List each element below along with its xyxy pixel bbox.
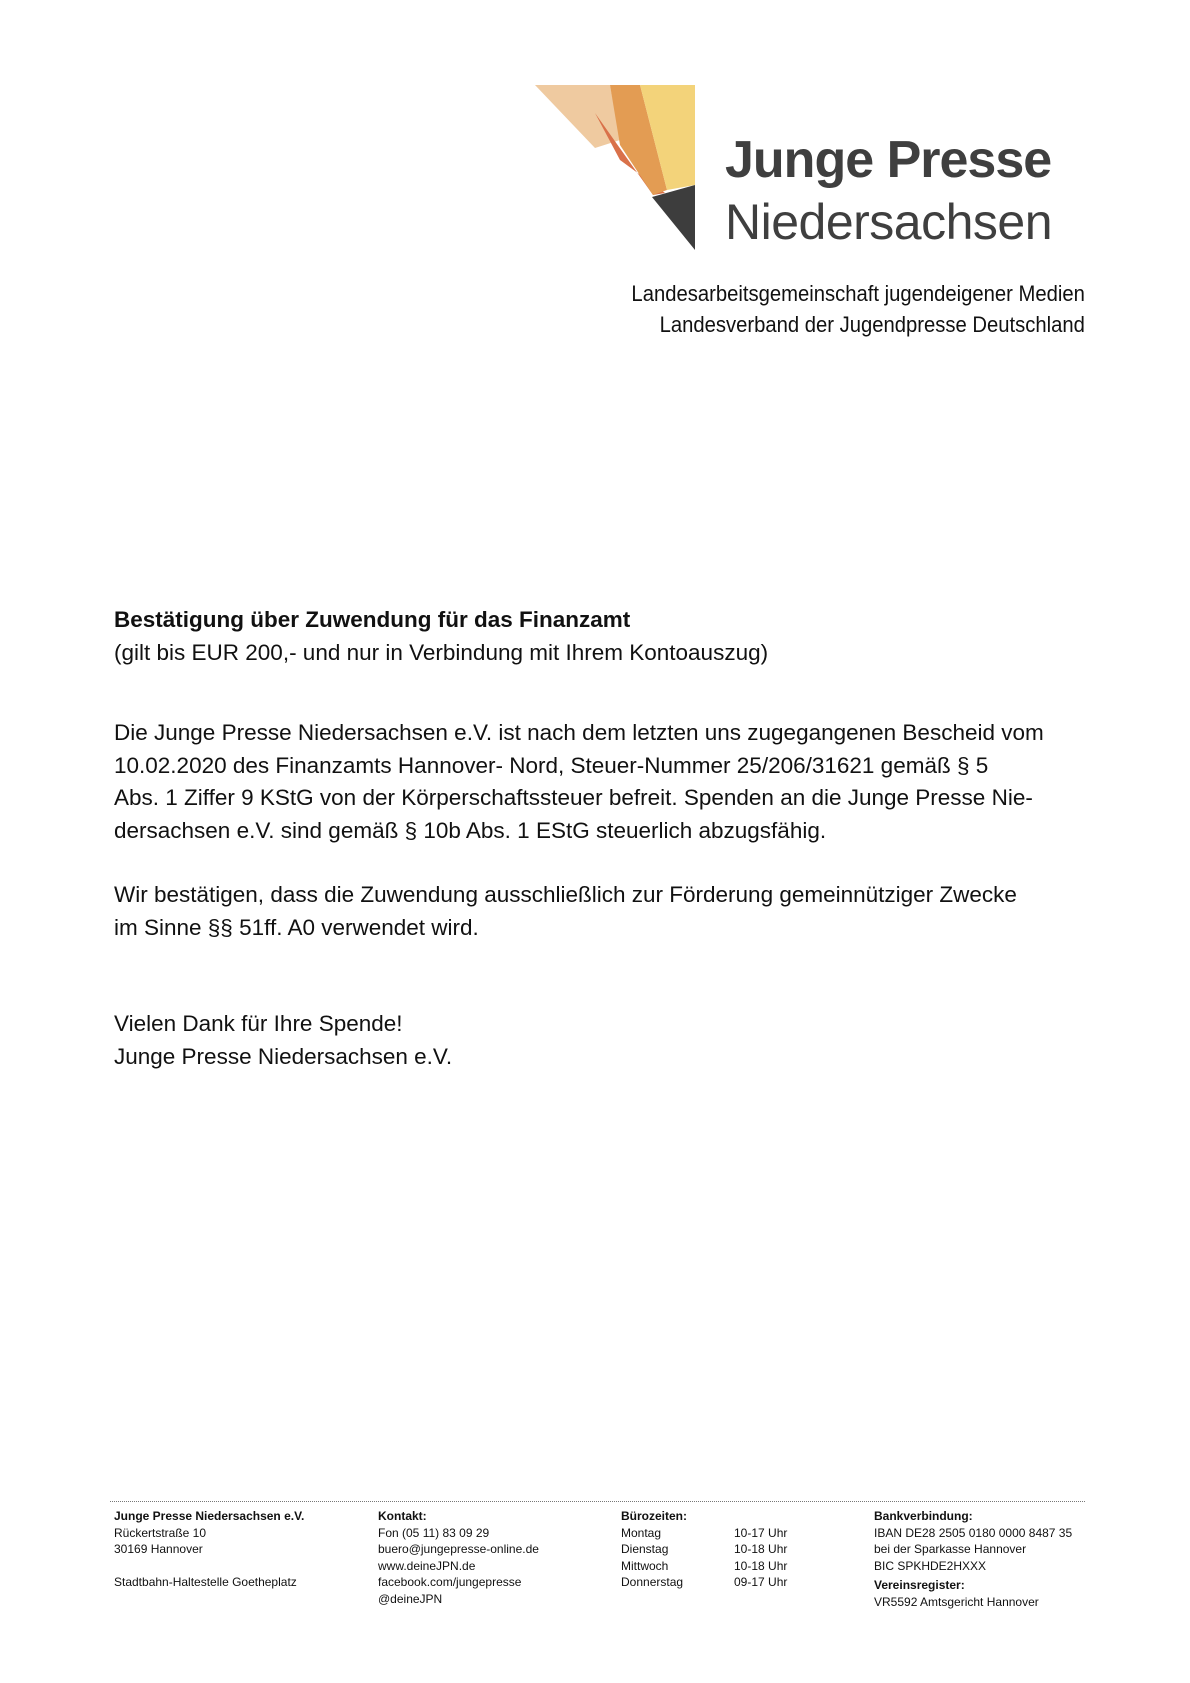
footer-bank-label: Bankverbindung: bbox=[874, 1509, 973, 1523]
hours-day: Dienstag bbox=[621, 1542, 669, 1556]
tagline-line-1: Landesarbeitsgemeinschaft jugendeigener Medien bbox=[631, 281, 1085, 306]
hours-time: 10-18 Uhr bbox=[734, 1558, 788, 1573]
hours-time: 10-18 Uhr bbox=[734, 1542, 788, 1556]
footer-city: 30169 Hannover bbox=[114, 1542, 203, 1556]
hours-row bbox=[621, 1541, 787, 1558]
hours-time: 10-17 Uhr bbox=[734, 1525, 788, 1540]
footer-bic: BIC SPKHDE2HXXX bbox=[874, 1558, 987, 1573]
footer-phone: Fon (05 11) 83 09 29 bbox=[378, 1525, 490, 1540]
tagline-line-2: Landesverband der Jugendpresse Deutschland bbox=[659, 312, 1085, 337]
closing-thanks: Vielen Dank für Ihre Spende! bbox=[114, 1011, 403, 1036]
hours-row bbox=[621, 1525, 787, 1542]
footer-register: VR5592 Amtsgericht Hannover bbox=[874, 1594, 1039, 1609]
logo bbox=[535, 85, 1085, 250]
footer-register-label: Vereinsregister: bbox=[874, 1578, 965, 1592]
footer-email: buero@jungepresse-online.de bbox=[378, 1542, 539, 1556]
footer-handle: @deineJPN bbox=[378, 1591, 443, 1606]
paragraph-line: dersachsen e.V. sind gemäß § 10b Abs. 1 EStG steuerlich abzugsfähig. bbox=[114, 817, 827, 843]
closing-signature: Junge Presse Niedersachsen e.V. bbox=[114, 1043, 453, 1069]
footer-website: www.deineJPN.de bbox=[378, 1558, 476, 1573]
footer-address bbox=[114, 1508, 304, 1591]
document-heading: Bestätigung über Zuwendung für das Finanzamt bbox=[114, 607, 631, 632]
hours-day: Mittwoch bbox=[621, 1558, 669, 1573]
footer-bank bbox=[874, 1508, 1072, 1610]
footer-facebook: facebook.com/jungepresse bbox=[378, 1575, 522, 1589]
hours-row bbox=[621, 1574, 787, 1591]
footer-transit: Stadtbahn-Haltestelle Goetheplatz bbox=[114, 1575, 297, 1589]
hours-row bbox=[621, 1558, 787, 1575]
logo-subtitle: Niedersachsen bbox=[725, 194, 1053, 250]
paragraph-line: Die Junge Presse Niedersachsen e.V. ist nach dem letzten uns zugegangenen Bescheid vom bbox=[114, 720, 1044, 745]
tagline bbox=[632, 278, 1085, 340]
hours-time: 09-17 Uhr bbox=[734, 1575, 788, 1589]
paragraph-tax-exemption bbox=[114, 717, 1094, 847]
logo-ray-peach bbox=[535, 85, 620, 148]
footer-contact bbox=[378, 1508, 539, 1607]
footer-hours-label: Bürozeiten: bbox=[621, 1509, 687, 1523]
footer-street: Rückertstraße 10 bbox=[114, 1525, 207, 1540]
document-subheading: (gilt bis EUR 200,- und nur in Verbindung mit Ihrem Kontoauszug) bbox=[114, 639, 769, 665]
closing bbox=[114, 1008, 1094, 1073]
hours-day: Donnerstag bbox=[621, 1575, 684, 1589]
logo-title: Junge Presse bbox=[725, 131, 1052, 189]
paragraph-line: 10.02.2020 des Finanzamts Hannover- Nord, Steuer-Nummer 25/206/31621 gemäß § 5 bbox=[114, 752, 989, 778]
paragraph-line: Abs. 1 Ziffer 9 KStG von der Körperschaftssteuer befreit. Spenden an die Junge Presse Nie- bbox=[114, 785, 1033, 810]
paragraph-line: Wir bestätigen, dass die Zuwendung ausschließlich zur Förderung gemeinnütziger Zwecke bbox=[114, 882, 1017, 907]
footer-org-name: Junge Presse Niedersachsen e.V. bbox=[114, 1509, 305, 1523]
footer-bank-name: bei der Sparkasse Hannover bbox=[874, 1542, 1027, 1556]
paragraph-confirmation bbox=[114, 879, 1094, 944]
footer-contact-label: Kontakt: bbox=[378, 1509, 427, 1523]
footer-office-hours bbox=[621, 1508, 787, 1591]
hours-day: Montag bbox=[621, 1525, 662, 1540]
footer-iban: IBAN DE28 2505 0180 0000 8487 35 bbox=[874, 1525, 1073, 1540]
paragraph-line: im Sinne §§ 51ff. A0 verwendet wird. bbox=[114, 914, 479, 940]
logo-ray-dark bbox=[652, 185, 695, 250]
footer-divider bbox=[110, 1501, 1085, 1502]
document-body bbox=[114, 604, 1094, 1073]
logo-mark bbox=[535, 85, 705, 250]
